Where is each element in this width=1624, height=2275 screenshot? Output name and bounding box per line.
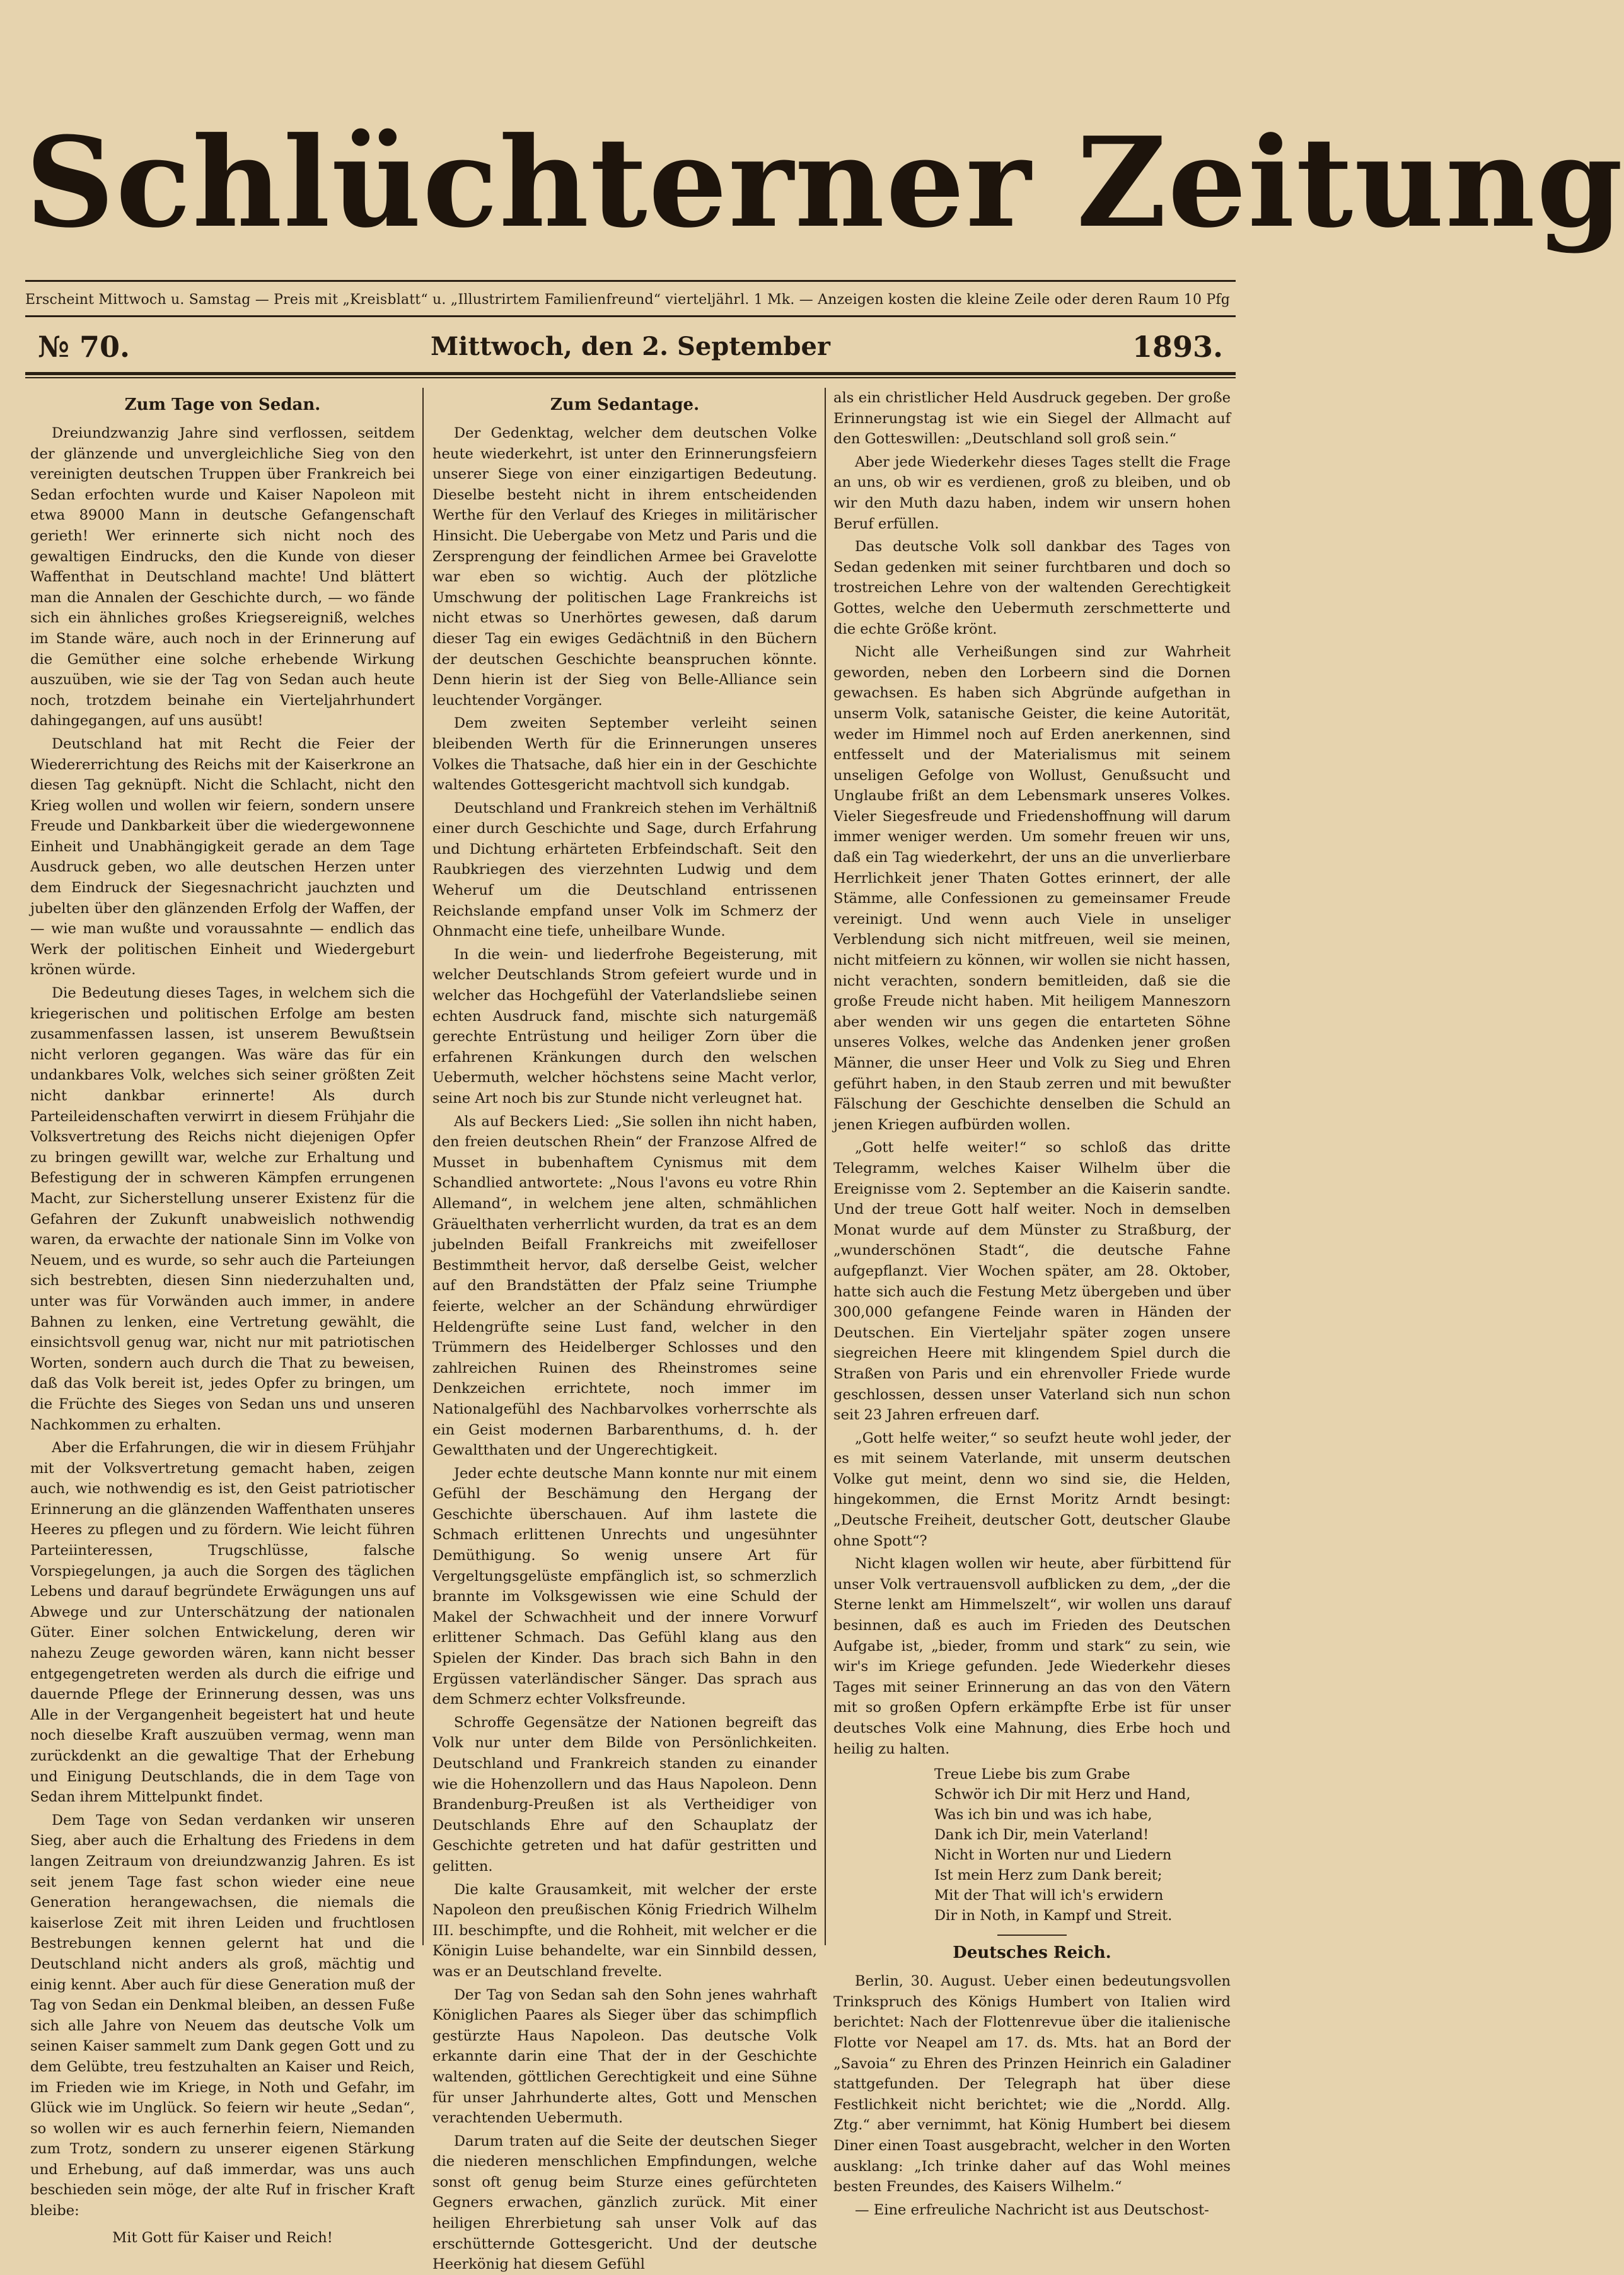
poem-line: Dank ich Dir, mein Vaterland!: [934, 1827, 1149, 1844]
poem-line: Ist mein Herz zum Dank bereit;: [934, 1867, 1163, 1884]
article-paragraph: Die kalte Grausamkeit, mit welcher der erste Napoleon den preußischen König Friedrich Wilhelm III. beschimpfte, und die Rohheit, mit welcher er die Königin Luise behandelte, war ein Sinnbild dessen, was er an Deutschland frevelte.: [432, 1881, 817, 1980]
poem-verse: [934, 1764, 1231, 1926]
issue-number: № 70.: [38, 330, 130, 364]
article-paragraph: In die wein- und liederfrohe Begeisterung, mit welcher Deutschlands Strom gefeiert wurde und in welcher das Hochgefühl der Vaterlandsliebe seinen echten Ausdruck fand, mischte sich naturgemäß gerechte Entrüstung und heiliger Zorn über die erfahrenen Kränkungen durch den welschen Uebermuth, welcher höchstens seine Macht verlor, seine Art noch bis zur Stunde nicht verleugnet hat.: [432, 946, 817, 1107]
article-paragraph: Darum traten auf die Seite der deutschen Sieger die niederen menschlichen Empfindungen, welche sonst oft genug beim Sturze eines gefürchteten Gegners erwachen, gänzlich zurück. Mit einer heiligen Ehrerbietung sah unser Volk auf das erschütternde Gottesgericht. Und der deutsche Heerkönig hat diesem Gefühl: [432, 2132, 817, 2273]
rule-under-dateline-thin: [25, 377, 1236, 378]
poem-line: Dir in Noth, in Kampf und Streit.: [934, 1907, 1173, 1924]
article-paragraph: Nicht alle Verheißungen sind zur Wahrheit geworden, neben den Lorbeern sind die Dornen gewachsen. Es haben sich Abgründe aufgethan in unserm Volk, satanische Geister, die keine Autorität, weder im Himmel noch auf Erden anerkennen, sind entfesselt und der Materialismus mit seinem unseligen Gefolge von Wollust, Genußsucht und Unglaube frißt an dem Lebensmark unseres Volkes. Vieler Siegesfreude und Friedenshoffnung will darum immer weniger werden. Um somehr freuen wir uns, daß ein Tag wiederkehrt, der uns an die unverlierbare Herrlichkeit jener Thaten Gottes erinnert, der alle Stämme, alle Confessionen zu gemeinsamer Freude vereinigt. Und wenn auch Viele in unseliger Verblendung sich nicht mitfreuen, weil sie meinen, nicht mitfeiern zu können, wir wollen sie nicht hassen, nicht verachten, sondern bemitleiden, daß sie die große Freude nicht haben. Mit heiligem Manneszorn aber wenden wir uns gegen die entarteten Söhne unseres Volkes, welche das Andenken jener großen Männer, die unser Heer und Volk zu Sieg und Ehren geführt haben, in den Staub zerren und mit bewußter Fälschung der Geschichte denselben die Schuld an jenen Kriegen aufbürden wollen.: [833, 644, 1231, 1133]
article-paragraph: „Gott helfe weiter,“ so seufzt heute wohl jeder, der es mit seinem Vaterlande, mit unserm deutschen Volke gut meint, denn wo sind sie, die Helden, hingekommen, die Ernst Moritz Arndt besingt: „Deutsche Freiheit, deutscher Gott, deutscher Glaube ohne Spott“?: [833, 1429, 1231, 1549]
issue-year: 1893.: [1132, 330, 1223, 364]
article-paragraph: als ein christlicher Held Ausdruck gegeben. Der große Erinnerungstag ist wie ein Siegel der Allmacht auf den Gotteswillen: „Deutschland soll groß sein.“: [833, 390, 1231, 448]
column-2: [432, 388, 817, 2273]
issue-date: Mittwoch, den 2. September: [431, 332, 830, 361]
article-paragraph: „Gott helfe weiter!“ so schloß das dritte Telegramm, welches Kaiser Wilhelm über die Ereignisse vom 2. September an die Kaiserin sandte. Und der treue Gott half weiter. Noch in demselben Monat wurde auf dem Münster zu Straßburg, der „wunderschönen Stadt“, die deutsche Fahne aufgepflanzt. Vier Wochen später, am 28. Oktober, hatte sich auch die Festung Metz übergeben und über 300,000 gefangene Feinde waren in Händen der Deutschen. Ein Vierteljahr später zogen unsere siegreichen Heere mit klingendem Spiel durch die Straßen von Paris und ein ehrenvoller Friede wurde geschlossen, dessen unser Vaterland sich nun schon seit 23 Jahren erfreuen darf.: [833, 1139, 1231, 1424]
article-heading: Zum Sedantage.: [550, 395, 700, 414]
rule-under-dateline-thick: [25, 372, 1236, 375]
article-heading: Zum Tage von Sedan.: [124, 395, 321, 414]
news-paragraph: — Eine erfreuliche Nachricht ist aus Deutschost-: [855, 2201, 1209, 2218]
article-paragraph: Dreiundzwanzig Jahre sind verflossen, seitdem der glänzende und unvergleichliche Sieg von den vereinigten deutschen Truppen über Frankreich bei Sedan erfochten wurde und Kaiser Napoleon mit etwa 89000 Mann in deutsche Gefangenschaft gerieth! Wer erinnerte sich nicht noch des gewaltigen Eindrucks, den die Kunde von dieser Waffenthat in Deutschland machte! Und blättert man die Annalen der Geschichte durch, — wo fände sich ein ähnliches großes Kriegsereigniß, welches im Stande wäre, auch noch in der Erinnerung auf die Gemüther eine solche erhebende Wirkung auszuüben, wie sie der Tag von Sedan auch heute noch, trotzdem beinahe ein Vierteljahrhundert dahingegangen, auf uns ausübt!: [30, 425, 415, 730]
article-paragraph: Aber jede Wiederkehr dieses Tages stellt die Frage an uns, ob wir es verdienen, groß zu bleiben, und ob wir den Muth dazu haben, indem wir unsern hohen Beruf erfüllen.: [833, 453, 1231, 532]
article-paragraph: Schroffe Gegensätze der Nationen begreift das Volk nur unter dem Bilde von Persönlichkeiten. Deutschland und Frankreich standen zu einander wie die Hohenzollern und das Haus Napoleon. Denn Brandenburg-Preußen ist als Vertheidiger von Deutschlands Ehre auf den Schauplatz der Geschichte getreten und hat dafür gestritten und gelitten.: [432, 1714, 817, 1875]
dateline: [25, 325, 1236, 369]
article-closing-line: Mit Gott für Kaiser und Reich!: [112, 2229, 333, 2246]
article-paragraph: Deutschland und Frankreich stehen im Verhältniß einer durch Geschichte und Sage, durch Erfahrung und Dichtung erhärteten Erbfeindschaft. Seit den Raubkriegen des vierzehnten Ludwig und dem Weheruf um die Deutschland entrissenen Reichslande empfand unser Volk im Schmerz der Ohnmacht eine tiefe, unheilbare Wunde.: [432, 800, 817, 940]
article-paragraph: Jeder echte deutsche Mann konnte nur mit einem Gefühl der Beschämung den Hergang der Geschichte überschauen. Auf ihm lastete die Schmach erlittenen Unrechts und ungesühnter Demüthigung. So wenig unsere Art für Vergeltungsgelüste empfänglich ist, so schmerzlich brannte im Volksgewissen wie eine Schuld der Makel der Schwachheit und der innere Vorwurf erlittener Schmach. Das Gefühl klang aus den Spielen der Kinder. Das brach sich Bahn in den Ergüssen vaterländischer Sänger. Das sprach aus dem Schmerz echter Volksfreunde.: [432, 1465, 817, 1708]
column-divider: [825, 388, 826, 1945]
article-paragraph: Der Tag von Sedan sah den Sohn jenes wahrhaft Königlichen Paares als Sieger über das schimpflich gestürzte Haus Napoleon. Das deutsche Volk erkannte darin eine That der in der Geschichte waltenden, göttlichen Gerechtigkeit und eine Sühne für unser Jahrhunderte altes, Gott und Menschen verachtenden Uebermuth.: [432, 1986, 817, 2127]
column-3: [833, 388, 1231, 2218]
article-paragraph: Die Bedeutung dieses Tages, in welchem sich die kriegerischen und politischen Erfolge am besten zusammenfassen lassen, ist unserem Bewußtsein nicht verloren gegangen. Was wäre das für ein undankbares Volk, welches sich seiner größten Zeit nicht dankbar erinnerte! Als durch Parteileidenschaften verwirrt in diesem Frühjahr die Volksvertretung des Reichs nicht diejenigen Opfer zu bringen gewillt war, welche zur Erhaltung und Befestigung der in schweren Kämpfen errungenen Macht, zur Sicherstellung unserer Existenz für die Gefahren der Zukunft unabweislich nothwendig waren, da erwachte der nationale Sinn im Volke von Neuem, und es wurde, so sehr auch die Parteiungen sich bestrebten, diesen Sinn niederzuhalten und, unter was für Vorwänden auch immer, in andere Bahnen zu lenken, eine Vertretung gewählt, die einsichtsvoll genug war, nicht nur mit patriotischen Worten, sondern auch durch die That zu beweisen, daß das Volk bereit ist, jedes Opfer zu bringen, um die Früchte des Sieges von Sedan uns und unseren Nachkommen zu erhalten.: [30, 985, 415, 1433]
article-paragraph: Nicht klagen wollen wir heute, aber fürbittend für unser Volk vertrauensvoll aufblicken zu dem, „der die Sterne lenkt am Himmelszelt“, wir wollen uns darauf besinnen, daß es auch im Frieden des Deutschen Aufgabe ist, „bieder, fromm und stark“ zu sein, wie wir's im Kriege gefunden. Jede Wiederkehr dieses Tages mit seiner Erinnerung an das von den Vätern mit so großen Opfern erkämpfte Erbe ist für unser deutsches Volk eine Mahnung, dies Erbe hoch und heilig zu halten.: [833, 1556, 1231, 1757]
section-heading: Deutsches Reich.: [953, 1943, 1111, 1963]
masthead-title: Schlüchterner Zeitung: [25, 110, 1624, 255]
poem-line: Mit der That will ich's erwidern: [934, 1887, 1164, 1904]
section-divider: [997, 1935, 1067, 1936]
news-paragraph: Berlin, 30. August. Ueber einen bedeutungsvollen Trinkspruch des Königs Humbert von Italien wird berichtet: Nach der Flottenrevue über die italienische Flotte vor Neapel am 17. ds. Mts. hat an Bord der „Savoia“ zu Ehren des Prinzen Heinrich ein Galadiner stattgefunden. Der Telegraph hat über diese Festlichkeit nicht berichtet; wie die „Nordd. Allg. Ztg.“ aber vernimmt, hat König Humbert bei diesem Diner einen Toast ausgebracht, welcher in den Worten ausklang: „Ich trinke daher auf das Wohl meines besten Freundes, des Kaisers Wilhelm.“: [833, 1973, 1231, 2196]
poem-line: Treue Liebe bis zum Grabe: [934, 1766, 1130, 1783]
article-paragraph: Deutschland hat mit Recht die Feier der Wiedererrichtung des Reichs mit der Kaiserkrone an diesen Tag geknüpft. Nicht die Schlacht, nicht den Krieg wollen und wollen wir feiern, sondern unsere Freude und Dankbarkeit über die wiedergewonnene Einheit und Unabhängigkeit gerade an dem Tage Ausdruck geben, wo alle deutschen Herzen unter dem Eindruck der Siegesnachricht jauchzten und jubelten über den glänzenden Erfolg der Waffen, der — wie man wußte und voraussahnte — endlich das Werk der politischen Einheit und Wiedergeburt krönen würde.: [30, 735, 415, 979]
article-paragraph: Aber die Erfahrungen, die wir in diesem Frühjahr mit der Volksvertretung gemacht haben, zeigen auch, wie nothwendig es ist, den Geist patriotischer Erinnerung an die glänzenden Waffenthaten unseres Heeres zu pflegen und zu fördern. Wie leicht führen Parteiinteressen, Trugschlüsse, falsche Vorspiegelungen, ja auch die Sorgen des täglichen Lebens und darauf begründete Erwägungen uns auf Abwege und zur Unterschätzung der nationalen Güter. Einer solchen Entwickelung, deren wir nahezu Zeuge geworden wären, kann nicht besser entgegengetreten werden als durch die eifrige und dauernde Pflege der Erinnerung dessen, was uns Alle in der Vergangenheit begeistert hat und heute noch dieselbe Kraft auszuüben vermag, wenn man zurückdenkt an die gewaltige That der Erhebung und Einigung Deutschlands, die in dem Tage von Sedan ihrem Mittelpunkt findet.: [30, 1440, 415, 1806]
subscription-tagline: Erscheint Mittwoch u. Samstag — Preis mit „Kreisblatt“ u. „Illustrirtem Familienfreund“ vierteljährl. 1 Mk. — Anzeigen kosten die kleine Zeile oder deren Raum 10 Pfg: [25, 292, 1231, 308]
rule-under-tagline: [25, 315, 1236, 317]
article-paragraph: Das deutsche Volk soll dankbar des Tages von Sedan gedenken mit seiner furchtbaren und doch so trostreichen Lehre von der waltenden Gerechtigkeit Gottes, welche den Uebermuth zerschmetterte und die echte Größe krönt.: [833, 538, 1231, 637]
poem-line: Was ich bin und was ich habe,: [934, 1807, 1152, 1824]
column-1: [30, 388, 415, 2246]
article-paragraph: Der Gedenktag, welcher dem deutschen Volke heute wiederkehrt, ist unter den Erinnerungsfeiern unserer Siege von einer einzigartigen Bedeutung. Dieselbe besteht nicht in ihrem entscheidenden Werthe für den Verlauf des Krieges in militärischer Hinsicht. Die Uebergabe von Metz und Paris und die Zersprengung der feindlichen Armee bei Gravelotte war eben so wichtig. Auch der plötzliche Umschwung der politischen Lage Frankreichs ist nicht etwas so Unerhörtes gewesen, daß darum dieser Tag ein ewiges Gedächtniß in den Büchern der deutschen Geschichte beanspruchen könnte. Denn hierin ist der Sieg von Belle-Alliance sein leuchtender Vorgänger.: [432, 425, 817, 709]
poem-line: Schwör ich Dir mit Herz und Hand,: [934, 1786, 1191, 1803]
column-divider: [422, 388, 424, 1945]
poem-line: Nicht in Worten nur und Liedern: [934, 1847, 1172, 1864]
article-paragraph: Dem Tage von Sedan verdanken wir unseren Sieg, aber auch die Erhaltung des Friedens in dem langen Zeitraum von dreiundzwanzig Jahren. Es ist seit jenem Tage fast schon wieder eine neue Generation herangewachsen, die niemals die kaiserlose Zeit mit ihren Leiden und fruchtlosen Bestrebungen kennen gelernt hat und die Deutschland nicht anders als groß, mächtig und einig kennt. Aber auch für diese Generation muß der Tag von Sedan ein Denkmal bleiben, an dessen Fuße sich alle Jahre von Neuem das deutsche Volk um seinen Kaiser sammelt zum Dank gegen Gott und zu dem Gelübte, treu festzuhalten an Kaiser und Reich, im Frieden wie im Kriege, in Noth und Gefahr, im Glück wie im Unglück. So feiern wir heute „Sedan“, so wollen wir es auch fernerhin feiern, Niemanden zum Trotz, sondern zu unserer eigenen Stärkung und Erhebung, auf daß immerdar, was uns auch beschieden sein möge, der alte Ruf in frischer Kraft bleibe:: [30, 1812, 415, 2220]
rule-under-masthead: [25, 280, 1236, 282]
article-paragraph: Dem zweiten September verleiht seinen bleibenden Werth für die Erinnerungen unseres Volkes die Thatsache, daß hier ein in der Geschichte waltendes Gottesgericht machtvoll sich kundgab.: [432, 715, 817, 794]
article-paragraph: Als auf Beckers Lied: „Sie sollen ihn nicht haben, den freien deutschen Rhein“ der Franzose Alfred de Musset in bubenhaftem Cynismus mit dem Schandlied antwortete: „Nous l'avons eu votre Rhin Allemand“, in welchem jene alten, schmählichen Gräuelthaten verherrlicht wurden, da trat es an dem jubelnden Beifall Frankreichs mit zweifelloser Bestimmtheit hervor, daß derselbe Geist, welcher auf den Brandstätten der Pfalz seine Triumphe feierte, welcher an der Schändung ehrwürdiger Heldengrüfte seine Lust fand, welcher in den Trümmern des Heidelberger Schlosses und den zahlreichen Ruinen des Rheinstromes seine Denkzeichen errichtete, noch immer im Nationalgefühl des Nachbarvolkes vorherrschte als ein Geist modernen Barbarenthums, d. h. der Gewaltthaten und der Ungerechtigkeit.: [432, 1113, 817, 1459]
